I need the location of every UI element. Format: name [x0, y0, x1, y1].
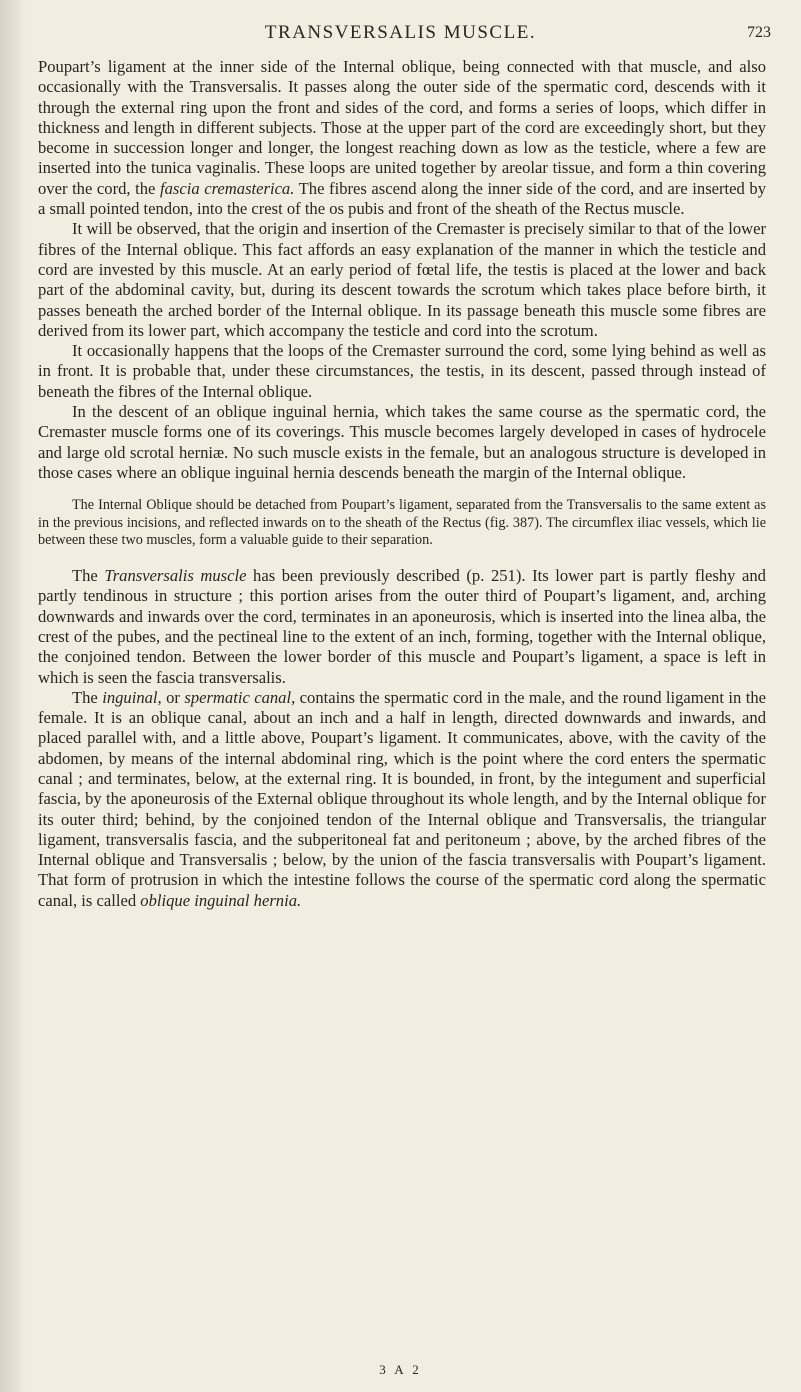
- paragraph-text: The: [72, 566, 105, 586]
- paragraph-text: has been previously described (p. 251). Its lower part is partly fleshy and partly tendinous in structure ; this portion arises from the outer third of Poupart’s ligament, and, arching downwards and inwards over the cord, terminates in an aponeurosis, which is inserted into the linea alba, the crest of the pubes, and the pectineal line to the extent of an inch, forming, together with the Internal oblique, the conjoined tendon. Between the lower border of this muscle and Poupart’s ligament, a space is left in which is seen the fascia transversalis.: [38, 566, 766, 687]
- body-text: [38, 57, 766, 911]
- italic-term: oblique inguinal hernia.: [140, 890, 302, 910]
- italic-term: spermatic canal: [184, 687, 292, 707]
- paragraph-loops-surround: It occasionally happens that the loops of the Cremaster surround the cord, some lying behind as well as in front. It is probable that, under these circumstances, the testis, in its descent, passed through instead of beneath the fibres of the Internal oblique.: [38, 341, 766, 401]
- italic-term: Transversalis muscle: [104, 566, 247, 586]
- signature-mark: 3 A 2: [379, 1362, 422, 1377]
- paragraph-text: , contains the spermatic cord in the male, and the round ligament in the female. It is an oblique canal, about an inch and a half in length, directed downwards and inwards, and placed parallel with, and a little above, Poupart’s ligament. It communicates, above, with the cavity of the abdomen, by means of the internal abdominal ring, which is the point where the cord enters the spermatic canal ; and terminates, below, at the external ring. It is bounded, in front, by the integument and superficial fascia, by the aponeurosis of the External oblique throughout its whole length, and by the Internal oblique for its outer third; behind, by the conjoined tendon of the Internal oblique and Transversalis, the triangular ligament, transversalis fascia, and the subperitoneal fat and peritoneum ; above, by the arched fibres of the Internal oblique and Transversalis ; below, by the union of the fascia transversalis with Poupart’s ligament. That form of protrusion in which the intestine follows the course of the spermatic cord along the spermatic canal, is called: [38, 687, 766, 910]
- paragraph-origin-insertion: It will be observed, that the origin and insertion of the Cremaster is precisely similar to that of the lower fibres of the Internal oblique. This fact affords an easy explanation of the manner in which the testicle and cord are invested by this muscle. At an early period of fœtal life, the testis is placed at the lower and back part of the abdominal cavity, but, during its descent towards the scrotum which takes place before birth, it passes beneath the arched border of the Internal oblique. In its passage beneath this muscle some fibres are derived from its lower part, which accompany the testicle and cord into the scrotum.: [38, 219, 766, 340]
- dissection-note: The Internal Oblique should be detached from Poupart’s ligament, separated from the Transversalis to the same extent as in the previous incisions, and reflected inwards on to the sheath of the Rectus (fig. 387). The circumflex iliac vessels, which lie between these two muscles, form a valuable guide to their separation.: [38, 497, 766, 549]
- page-number: 723: [747, 24, 771, 41]
- paragraph-transversalis: [38, 566, 766, 688]
- running-title: TRANSVERSALIS MUSCLE.: [264, 22, 537, 43]
- running-head: [0, 22, 801, 48]
- paragraph-text: Poupart’s ligament at the inner side of the Internal oblique, being connected with that muscle, and also occasionally with the Transversalis. It passes along the outer side of the spermatic cord, descends with it through the external ring upon the front and sides of the cord, and forms a series of loops, which differ in thickness and length in different subjects. Those at the upper part of the cord are exceedingly short, but they become in succession longer and longer, the longest reaching down as low as the testicle, where a few are inserted into the tunica vaginalis. These loops are united together by areolar tissue, and form a thin covering over the cord, the: [38, 57, 766, 198]
- paragraph-hernia-descent: In the descent of an oblique inguinal hernia, which takes the same course as the spermatic cord, the Cremaster muscle forms one of its coverings. This muscle becomes largely developed in cases of hydrocele and large old scrotal herniæ. No such muscle exists in the female, but an analogous structure is developed in those cases where an oblique inguinal hernia descends beneath the margin of the Internal oblique.: [38, 402, 766, 482]
- paragraph-cremaster-loops: [38, 57, 766, 219]
- paragraph-text: The fibres ascend along the inner side of the cord, and are inserted by a small pointed tendon, into the crest of the os pubis and front of the sheath of the Rectus muscle.: [38, 178, 766, 219]
- paragraph-text: , or: [157, 687, 185, 707]
- italic-term: fascia cremasterica.: [160, 178, 295, 198]
- paragraph-inguinal-canal: [38, 688, 766, 911]
- italic-term: inguinal: [102, 687, 158, 707]
- binding-shadow: [0, 0, 26, 1392]
- paragraph-text: The: [72, 687, 103, 707]
